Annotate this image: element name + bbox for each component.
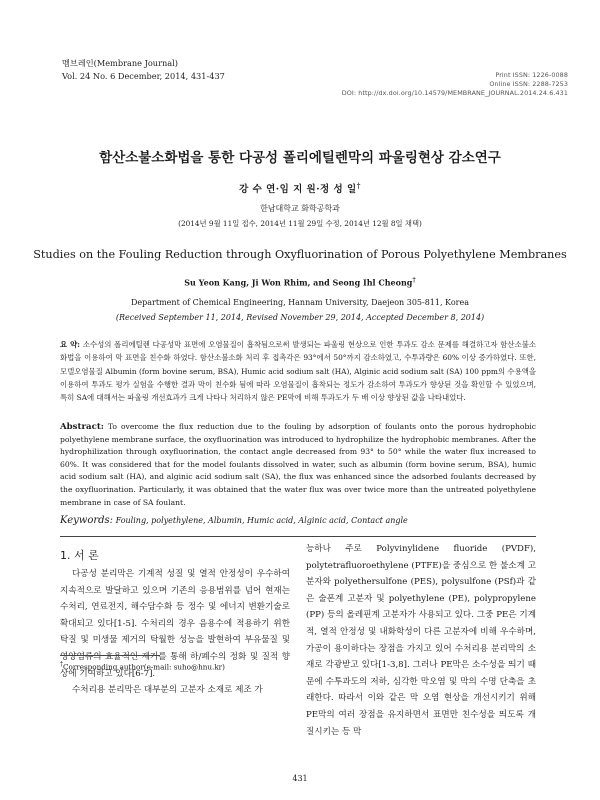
english-abstract-label: Abstract: [60, 422, 104, 432]
english-abstract-text: To overcome the flux reduction due to the fouling by adsorption of foulants onto the porous hydrophobic polyethylene membrane surface, the oxyfluorination was introduced to hydrophilize the hydrophobic membranes. After the hydrophilization through oxyfluorination, the contact angle decreased from 93° to 50° while the water flux increased to 60%. It was considered that for the model foulants dissolved in water, such as albumin (form bovine serum, BSA), humic acid sodium salt (HA), and alginic acid sodium salt (SA), the flux was enhanced since the adsorbed foulants decreased by the oxyfluorination. Particularly, it was obtained that the water flux was over twice more than the untreated polyethylene membrane in case of SA foulant. [60, 422, 536, 507]
korean-title: 함산소불소화법을 통한 다공성 폴리에틸렌막의 파울링현상 감소연구 [99, 150, 501, 166]
body-right-column [306, 541, 536, 740]
page-number: 431 [292, 774, 308, 783]
korean-abstract [60, 338, 536, 404]
footnote-text: Corresponding author(e-mail: suho@hnu.kr) [63, 662, 225, 672]
english-author-names: Su Yeon Kang, Ji Won Rhim, and Seong Ihl Cheong [184, 277, 413, 288]
english-abstract [60, 421, 536, 509]
footnote [60, 661, 225, 671]
keywords-label: Keywords: [60, 515, 114, 526]
journal-header [62, 57, 225, 83]
corresponding-mark: † [412, 276, 416, 284]
online-issn: Online ISSN: 2288-7253 [489, 80, 568, 89]
korean-dates: (2014년 9월 11일 접수, 2014년 11월 29일 수정, 2014년 12월 8일 채택) [178, 219, 422, 228]
english-authors [0, 276, 600, 288]
section-divider [60, 536, 536, 537]
keywords-text: Fouling, polyethylene, Albumin, Humic acid, Alginic acid, Contact angle [115, 516, 408, 525]
section-heading: 1. 서 론 [60, 549, 99, 562]
keywords [60, 515, 536, 526]
volume-line: Vol. 24 No. 6 December, 2014, 431-437 [62, 71, 225, 81]
footnote-rule [60, 655, 160, 656]
intro-paragraph-continued: 능하나 주로 Polyvinylidene fluoride (PVDF), polytetrafluoroethylene (PTFE)을 중심으로 한 불소계 고분자와 polyethersulfone (PES), polysulfone (PSf)과 같은 술폰계 고분자 및 polyethylene (PE), polypropylene (PP) 등의 올레핀계 고분자가 사용되고 있다. 그중 PE은 기계적, 열적 안정성 및 내화학성이 다른 고분자에 비해 우수하며, 가공이 용이하다는 장점을 가지고 있어 수처리용 분리막의 소재로 각광받고 있다[1-3,8]. 그러나 PE막은 소수성을 띄기 때문에 수투과도의 저하, 심각한 막오염 및 막의 수명 단축을 초래한다. 따라서 이와 같은 막 오염 현상을 개선시키기 위해 PE막의 여러 장점을 유지하면서 표면만 친수성을 띄도록 개질시키는 등 막 [306, 544, 536, 737]
footnote-mark: † [60, 661, 63, 668]
issn-block [342, 71, 568, 99]
doi-link[interactable]: DOI: http://dx.doi.org/10.14579/MEMBRANE_JOURNAL.2014.24.6.431 [341, 89, 568, 98]
journal-name: 멤브레인(Membrane Journal) [62, 58, 178, 68]
english-affiliation: Department of Chemical Engineering, Hannam University, Daejeon 305-811, Korea [131, 298, 469, 307]
korean-authors [0, 181, 600, 195]
korean-abstract-text: 소수성의 폴리에틸렌 다공성막 표면에 오염물질이 흡착됨으로써 발생되는 파울링 현상으로 인한 투과도 감소 문제를 해결하고자 함산소불소화법을 이용하여 막 표면을 친수화 하였다. 함산소불소화 처리 후 접촉각은 93°에서 50°까지 감소하였고, 수투과량은 60% 이상 증가하였다. 또한, 모델오염물질 Albumin (form bovine serum, BSA), Humic acid sodium salt (HA), Alginic acid sodium salt (SA) 100 ppm의 수용액을 이용하여 투과도 평가 실험을 수행한 결과 막이 친수화 됨에 따라 오염물질이 흡착되는 정도가 감소하여 투과도가 향상된 것을 확인할 수 있었으며, 특히 SA에 대해서는 파울링 개선효과가 크게 나타나 처리하지 않은 PE막에 비해 투과도가 두 배 이상 향상된 값을 나타내었다. [60, 340, 536, 403]
corresponding-mark: † [356, 181, 361, 190]
intro-paragraph-2: 수처리용 분리막은 대부분의 고분자 소재로 제조 가 [72, 685, 263, 696]
intro-paragraph-1: 다공성 분리막은 기계적 성질 및 열적 안정성이 우수하여 지속적으로 발달하고 있으며 기존의 응용범위를 넘어 현재는 수처리, 연료전지, 해수담수화 등 정수 및 에너지 변환기술로 확대되고 있다[1-5]. 수처리의 경우 음용수에 적용하기 위한 탁질 및 미생물 제거의 탁월한 성능을 발현하여 부유물질 및 영양염류의 효율적인 제거를 통해 하/폐수의 정화 및 질적 향상에 기여하고 있다[6-7]. [60, 569, 290, 679]
korean-abstract-label: 요 약: [60, 340, 81, 349]
korean-author-names: 강 수 연·임 지 원·정 성 일 [239, 184, 357, 196]
korean-affiliation: 한남대학교 화학공학과 [260, 204, 340, 213]
body-left-column [60, 566, 290, 699]
english-title: Studies on the Fouling Reduction through Oxyfluorination of Porous Polyethylene Membranes [33, 248, 567, 261]
print-issn: Print ISSN: 1226-0088 [495, 71, 568, 79]
english-dates: (Received September 11, 2014, Revised November 29, 2014, Accepted December 8, 2014) [115, 313, 485, 322]
